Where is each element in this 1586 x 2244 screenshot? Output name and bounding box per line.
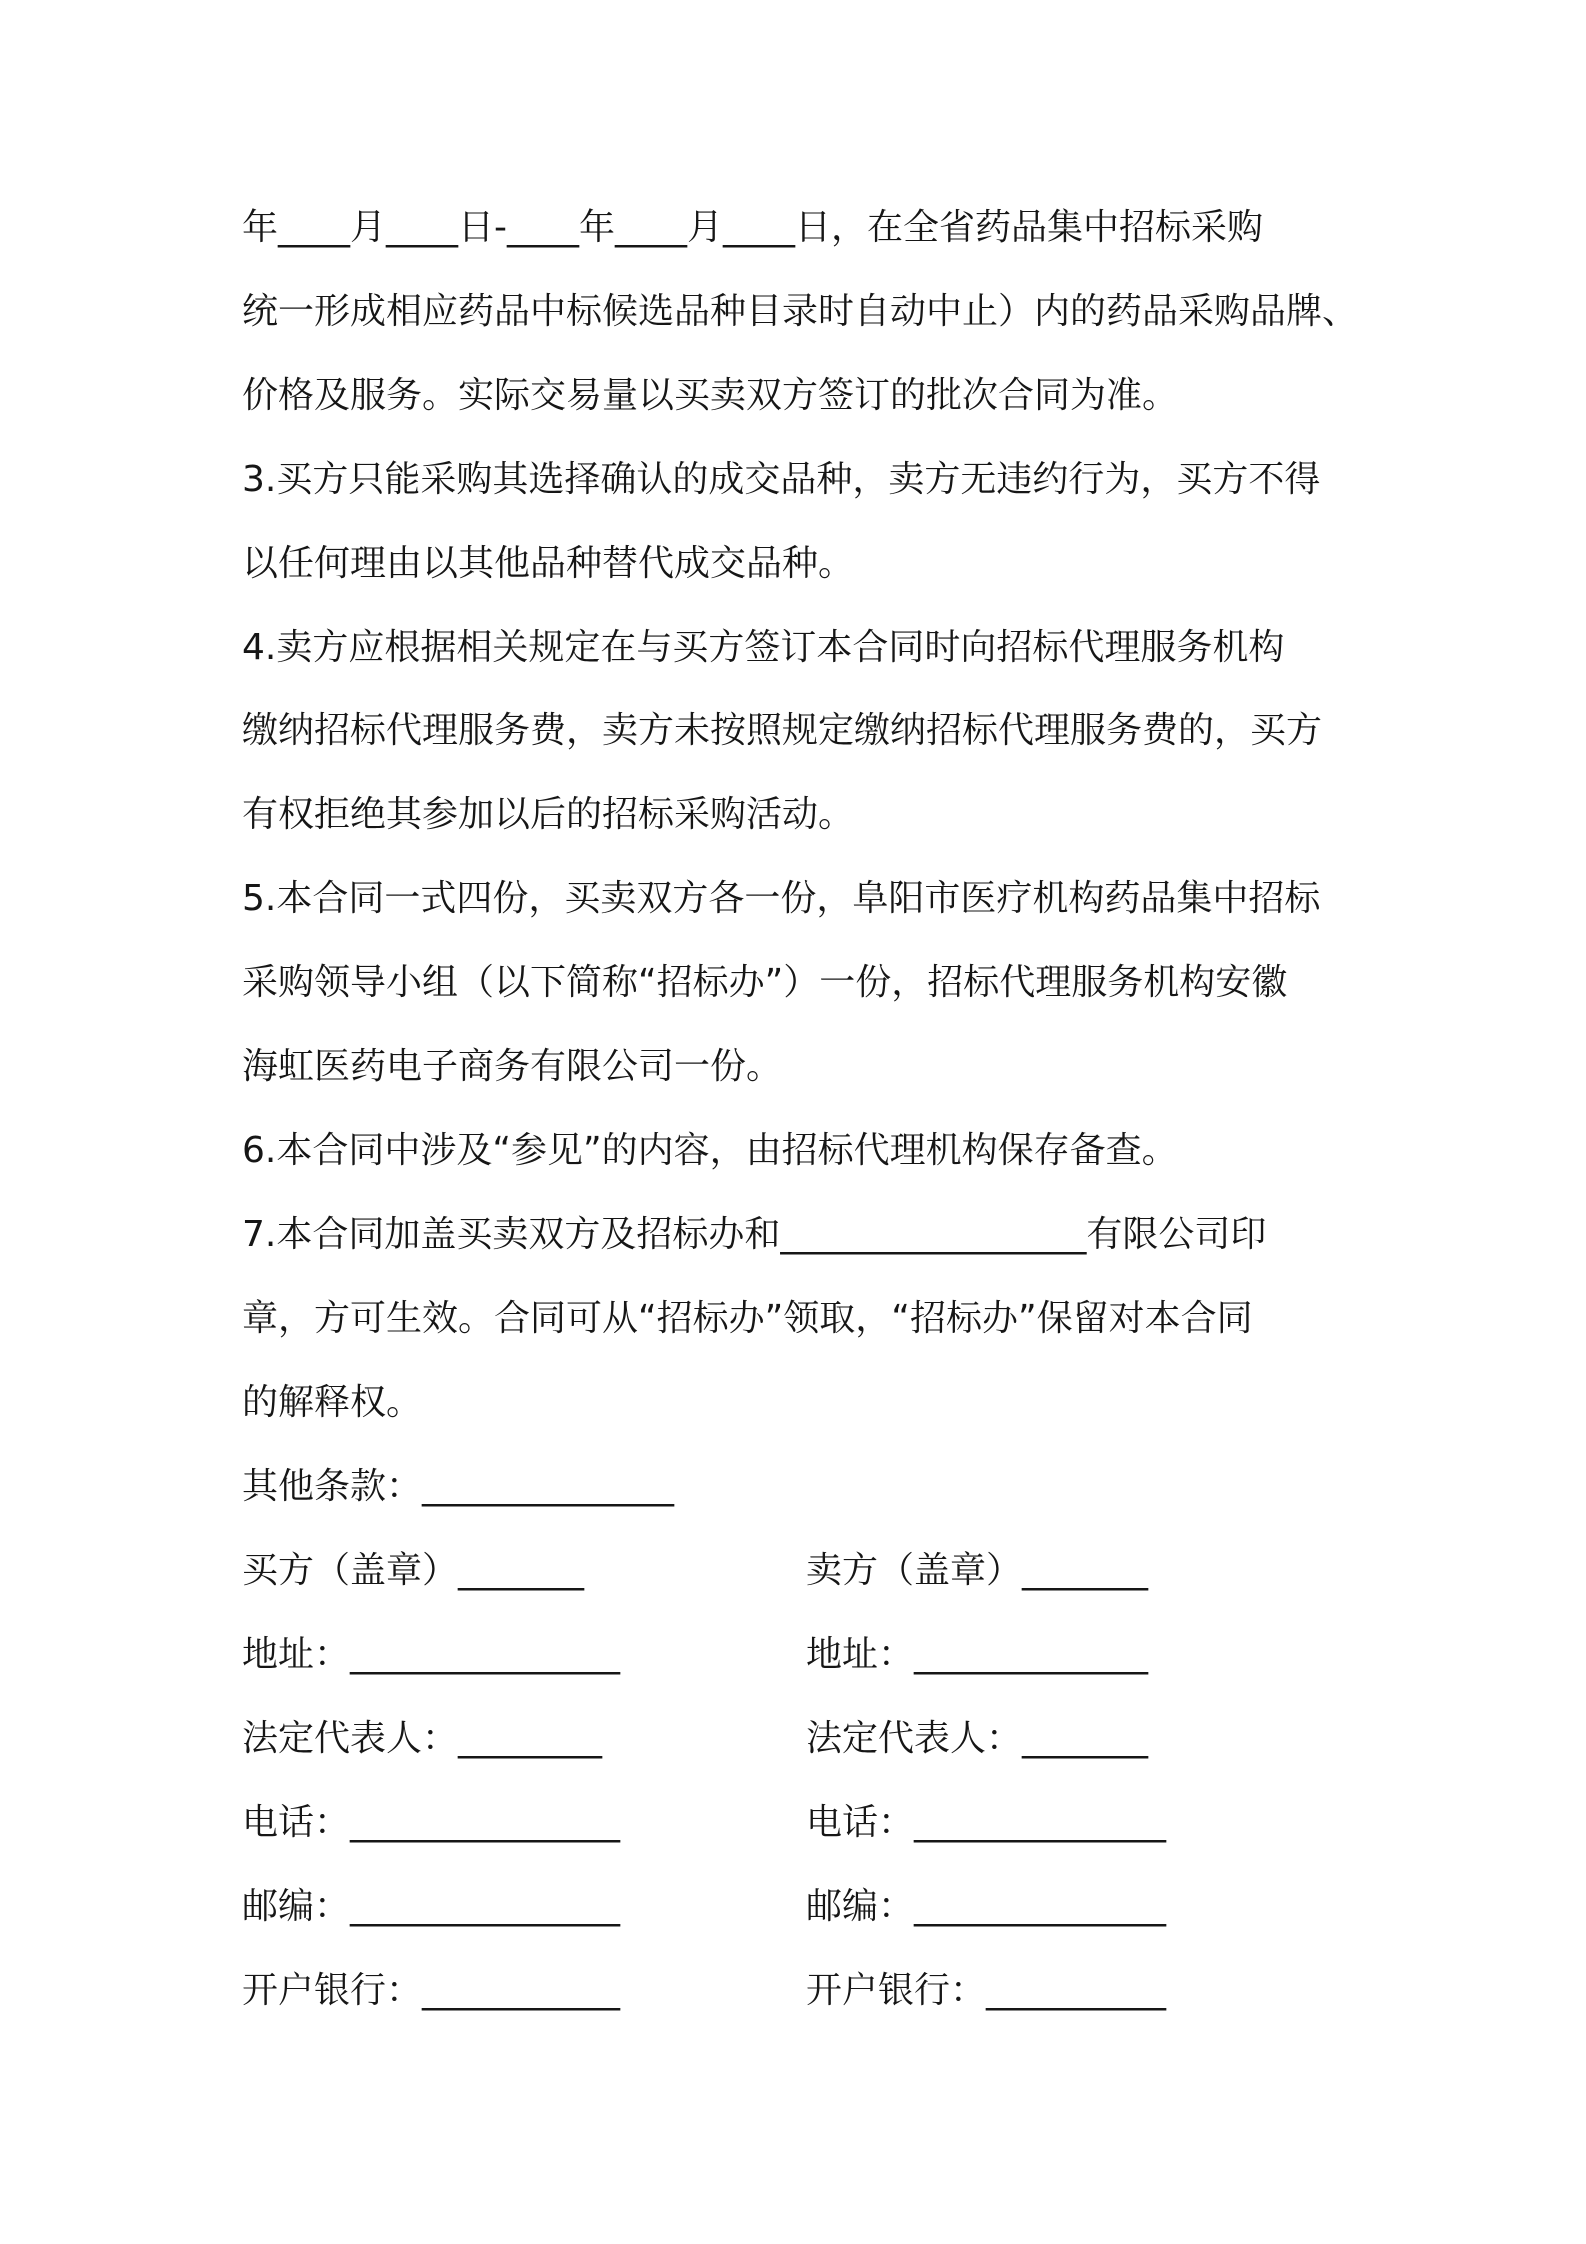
seller-address-field: 地址：_____________ bbox=[806, 1634, 1149, 1675]
clause-6-line: 6.本合同中涉及“参见”的内容，由招标代理机构保存备查。 bbox=[242, 1130, 1178, 1171]
seller-bank-field: 开户银行：__________ bbox=[806, 1970, 1167, 2011]
paragraph-line: 缴纳招标代理服务费，卖方未按照规定缴纳招标代理服务费的，买方 bbox=[242, 710, 1323, 751]
clause-7-line: 7.本合同加盖买卖双方及招标办和_________________有限公司印 bbox=[242, 1214, 1267, 1255]
paragraph-line: 采购领导小组（以下简称“招标办”）一份，招标代理服务机构安徽 bbox=[242, 962, 1288, 1003]
seller-legal-rep-field: 法定代表人：_______ bbox=[806, 1718, 1149, 1759]
paragraph-line: 有权拒绝其参加以后的招标采购活动。 bbox=[242, 794, 855, 835]
paragraph-line: 以任何理由以其他品种替代成交品种。 bbox=[242, 543, 855, 584]
paragraph-line: 海虹医药电子商务有限公司一份。 bbox=[242, 1046, 783, 1087]
buyer-phone-field: 电话：_______________ bbox=[242, 1802, 621, 1843]
paragraph-line: 的解释权。 bbox=[242, 1382, 423, 1423]
clause-5-line: 5.本合同一式四份，买卖双方各一份，阜阳市医疗机构药品集中招标 bbox=[242, 878, 1321, 919]
other-terms-line: 其他条款：______________ bbox=[242, 1466, 675, 1507]
buyer-postcode-field: 邮编：_______________ bbox=[242, 1886, 621, 1927]
seller-phone-field: 电话：______________ bbox=[806, 1802, 1167, 1843]
clause-3-line: 3.买方只能采购其选择确认的成交品种，卖方无违约行为，买方不得 bbox=[242, 459, 1321, 500]
buyer-address-field: 地址：_______________ bbox=[242, 1634, 621, 1675]
paragraph-line: 价格及服务。实际交易量以买卖双方签订的批次合同为准。 bbox=[242, 375, 1179, 416]
buyer-seal-field: 买方（盖章）_______ bbox=[242, 1550, 585, 1591]
paragraph-line: 统一形成相应药品中标候选品种目录时自动中止）内的药品采购品牌、 bbox=[242, 291, 1359, 332]
seller-seal-field: 卖方（盖章）_______ bbox=[806, 1550, 1149, 1591]
buyer-bank-field: 开户银行：___________ bbox=[242, 1970, 621, 2011]
buyer-legal-rep-field: 法定代表人：________ bbox=[242, 1718, 603, 1759]
paragraph-line: 年____月____日-____年____月____日，在全省药品集中招标采购 bbox=[242, 207, 1263, 248]
clause-4-line: 4.卖方应根据相关规定在与买方签订本合同时向招标代理服务机构 bbox=[242, 627, 1285, 668]
seller-postcode-field: 邮编：______________ bbox=[806, 1886, 1167, 1927]
paragraph-line: 章，方可生效。合同可从“招标办”领取，“招标办”保留对本合同 bbox=[242, 1298, 1253, 1339]
